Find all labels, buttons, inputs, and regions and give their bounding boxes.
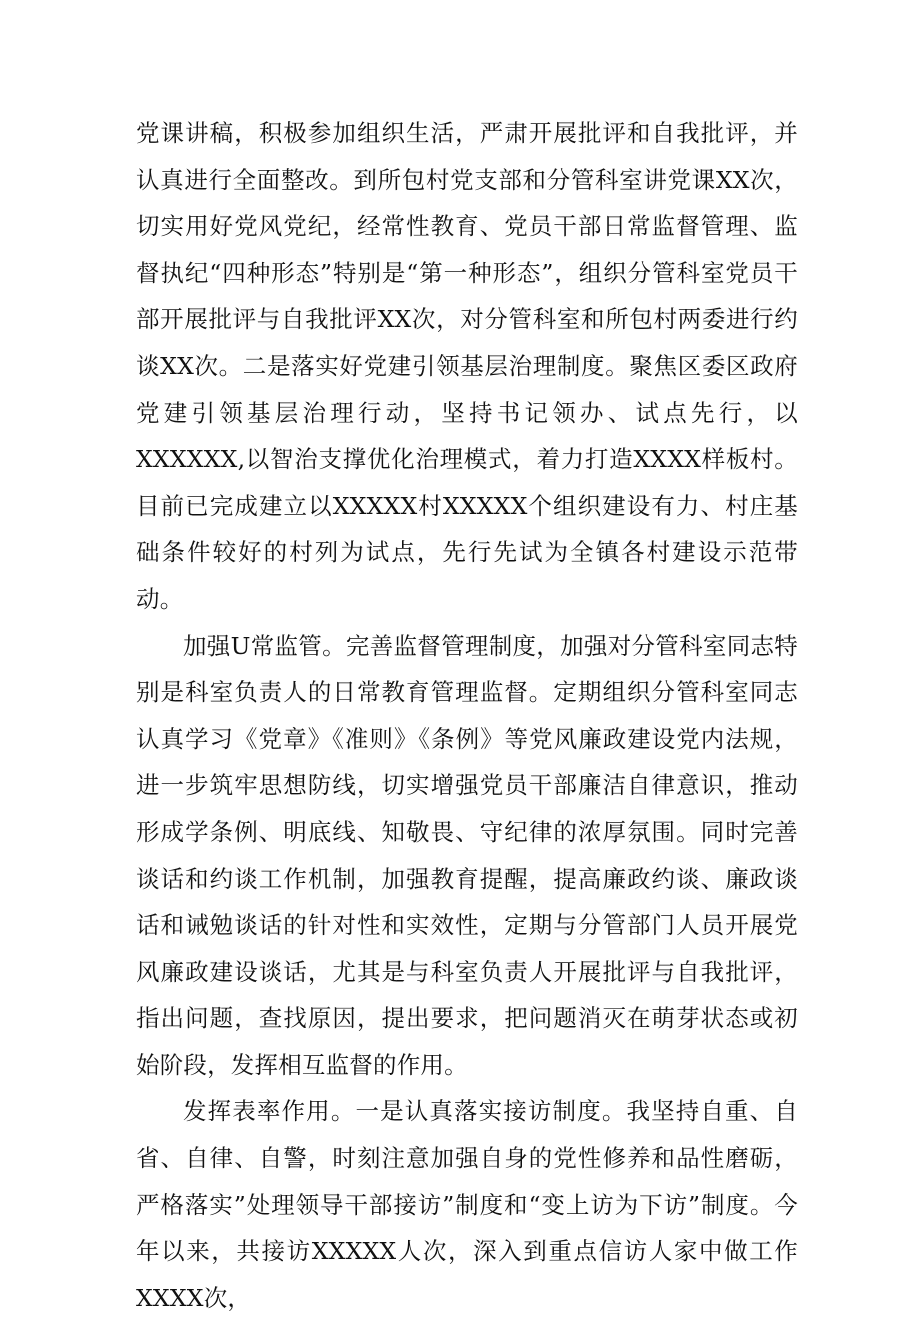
paragraph-3: 发挥表率作用。一是认真落实接访制度。我坚持自重、自省、自律、自警，时刻注意加强自身的党性修养和品性磨砺，严格落实”处理领导干部接访”制度和“变上访为下访”制度。今年以来，共接访XXXXX人次，深入到重点信访人家中做工作XXXX次， [136,1097,798,1312]
paragraph-2: 加强U常监管。完善监督管理制度，加强对分管科室同志特别是科室负责人的日常教育管理监督。定期组织分管科室同志认真学习《党章》《准则》《条例》等党风廉政建设党内法规，进一步筑牢思想防线，切实增强党员干部廉洁自律意识，推动形成学条例、明底线、知敬畏、守纪律的浓厚氛围。同时完善谈话和约谈工作机制，加强教育提醒，提高廉政约谈、廉政谈话和诫勉谈话的针对性和实效性，定期与分管部门人员开展党风廉政建设谈话，尤其是与科室负责人开展批评与自我批评，指出问题，查找原因，提出要求，把问题消灭在萌芽状态或初始阶段，发挥相互监督的作用。 [136,631,798,1079]
document-body [136,110,798,1321]
paragraph-1: 党课讲稿，积极参加组织生活，严肃开展批评和自我批评，并认真进行全面整改。到所包村党支部和分管科室讲党课XX次，切实用好党风党纪，经常性教育、党员干部日常监督管理、监督执纪“四种形态”特别是“第一种形态”，组织分管科室党员干部开展批评与自我批评XX次，对分管科室和所包村两委进行约谈XX次。二是落实好党建引领基层治理制度。聚焦区委区政府党建引领基层治理行动，坚持书记领办、试点先行，以XXXXXX,以智治支撑优化治理模式，着力打造XXXX样板村。目前已完成建立以XXXXX村XXXXX个组织建设有力、村庄基础条件较好的村列为试点，先行先试为全镇各村建设示范带动。 [136,119,798,613]
